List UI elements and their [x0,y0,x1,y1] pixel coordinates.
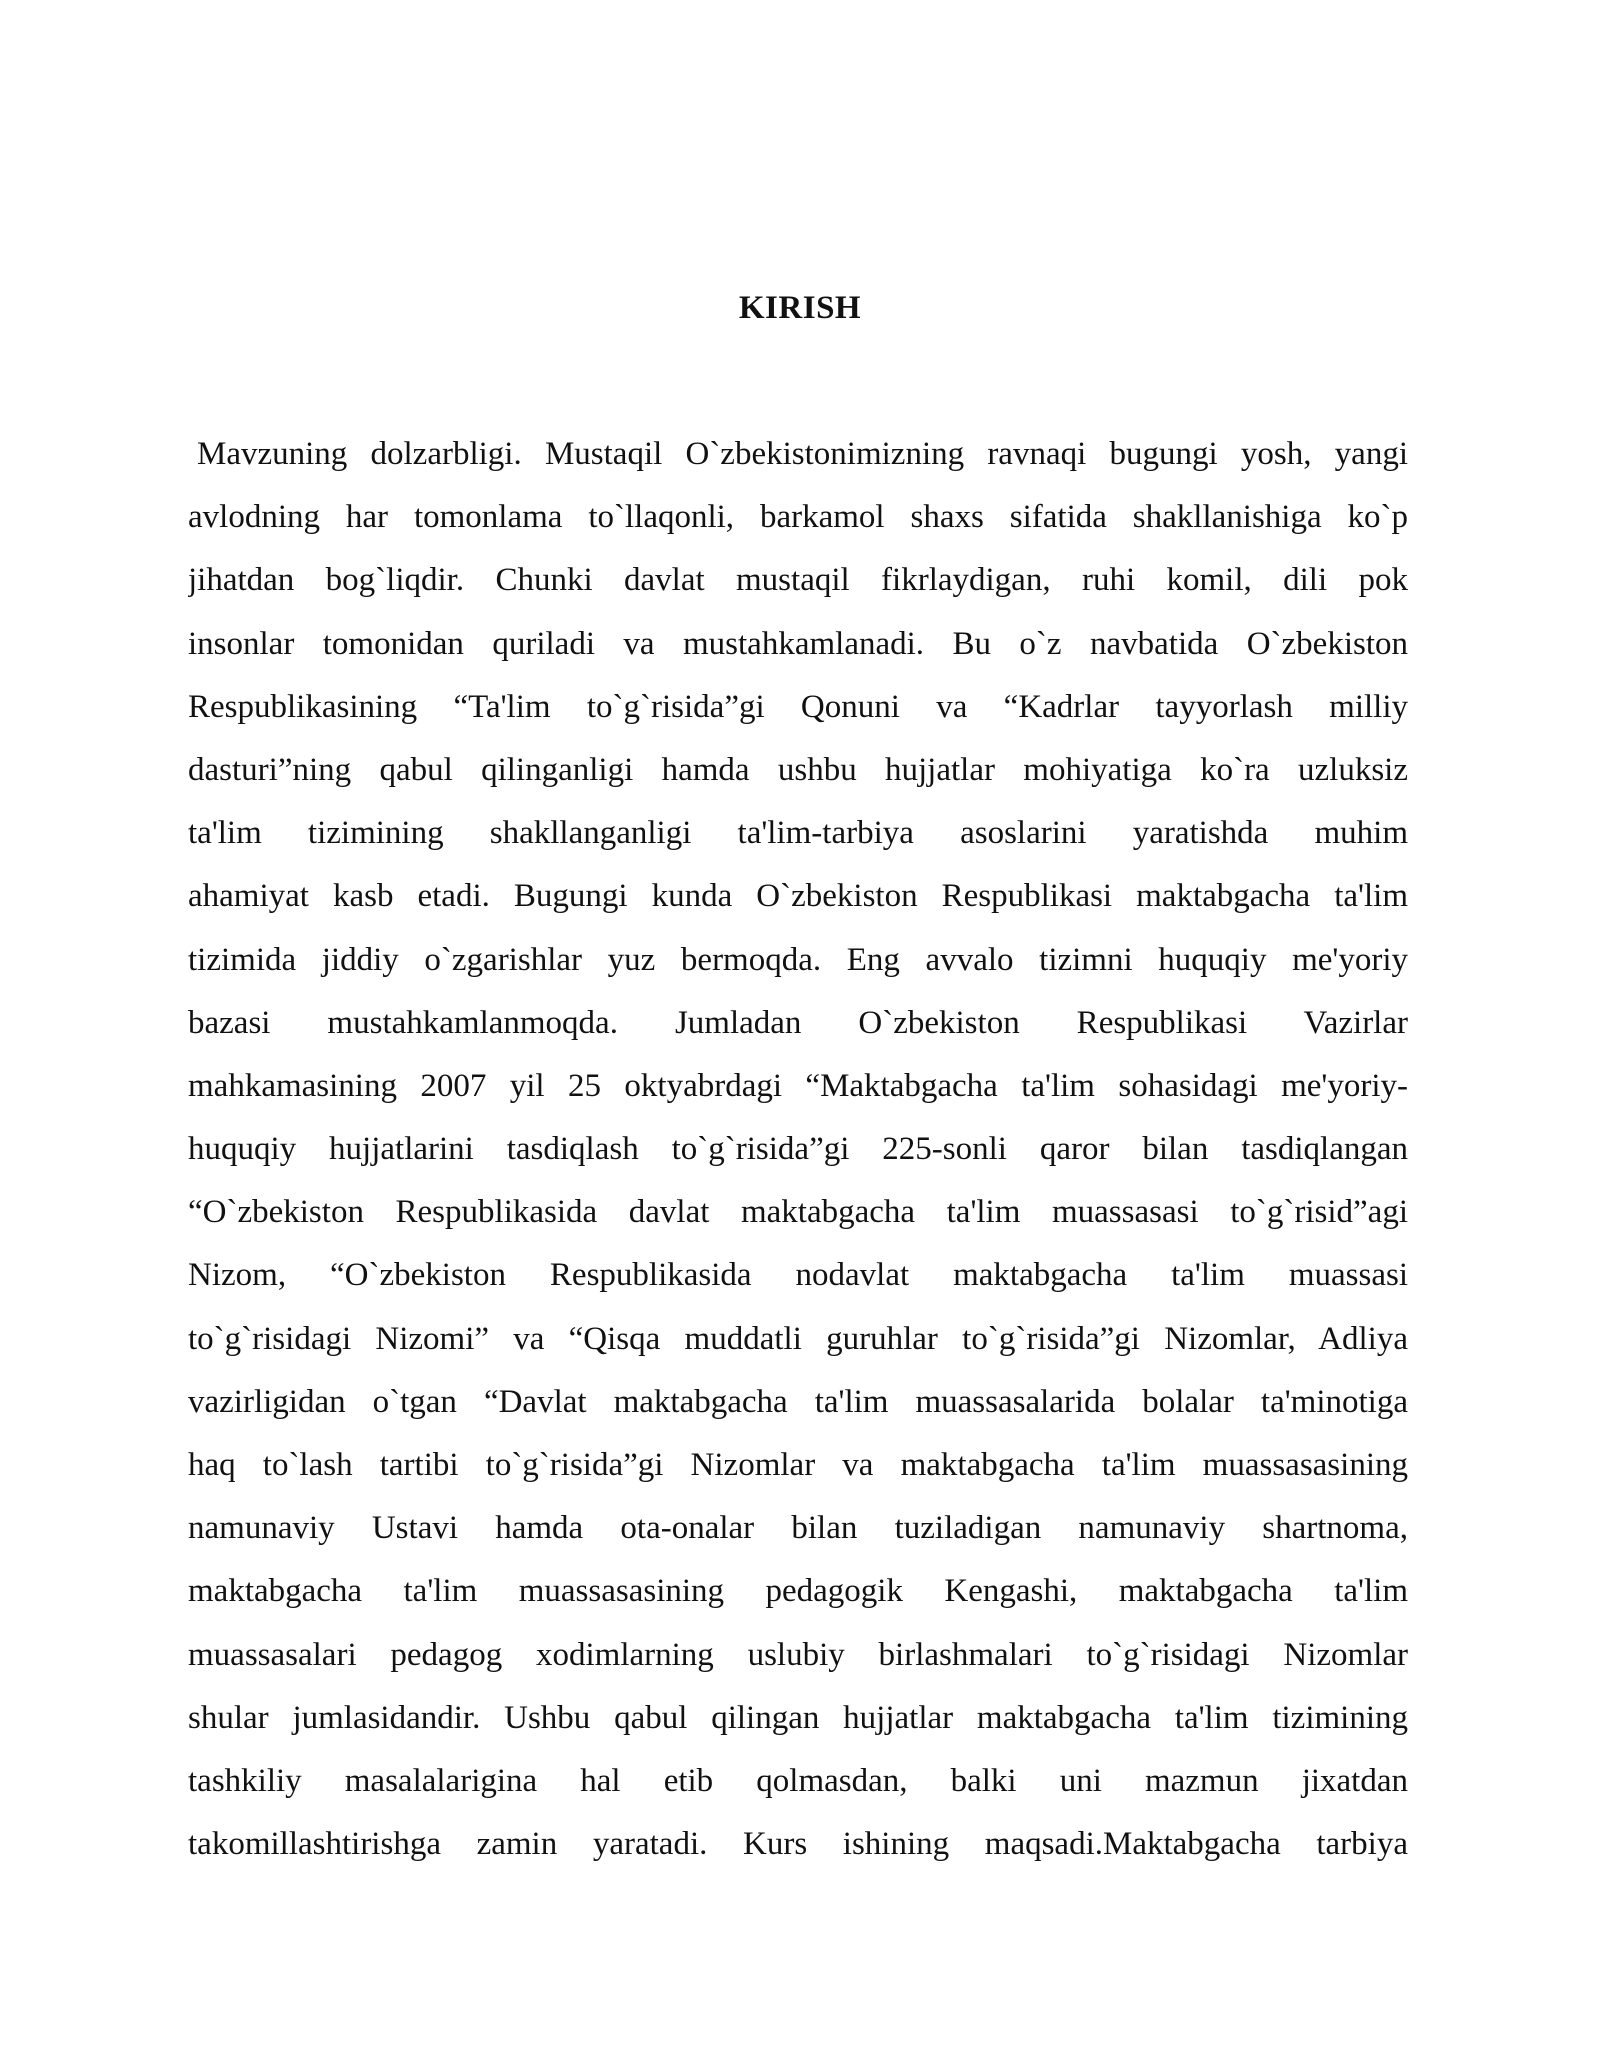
text-line: insonlar tomonidan quriladi va mustahkamlanadi. Bu o`z navbatida O`zbekiston [188,625,1408,662]
text-line: “O`zbekiston Respublikasida davlat maktabgacha ta'lim muassasasi to`g`risid”agi [188,1194,1408,1231]
text-line: muassasalari pedagog xodimlarning uslubiy birlashmalari to`g`risidagi Nizomlar [188,1636,1408,1673]
text-line: avlodning har tomonlama to`llaqonli, barkamol shaxs sifatida shakllanishiga ko`p [188,499,1408,536]
page-title: KIRISH [738,290,862,326]
text-line: vazirligidan o`tgan “Davlat maktabgacha ta'lim muassasalarida bolalar ta'minotiga [188,1383,1408,1420]
text-line: Nizom, “O`zbekiston Respublikasida nodavlat maktabgacha ta'lim muassasi [188,1257,1408,1294]
text-line: haq to`lash tartibi to`g`risida”gi Nizomlar va maktabgacha ta'lim muassasasining [188,1447,1408,1483]
text-line: dasturi”ning qabul qilinganligi hamda ushbu hujjatlar mohiyatiga ko`ra uzluksiz [188,751,1408,788]
text-line: bazasi mustahkamlanmoqda. Jumladan O`zbekiston Respublikasi Vazirlar [188,1004,1408,1041]
text-line: shular jumlasidandir. Ushbu qabul qilingan hujjatlar maktabgacha ta'lim tizimining [188,1699,1408,1736]
text-line: huquqiy hujjatlarini tasdiqlash to`g`risida”gi 225-sonli qaror bilan tasdiqlangan [188,1131,1408,1168]
text-line: namunaviy Ustavi hamda ota-onalar bilan tuziladigan namunaviy shartnoma, [188,1510,1408,1547]
text-line: tashkiliy masalalarigina hal etib qolmasdan, balki uni mazmun jixatdan [188,1762,1408,1799]
text-line: Mavzuning dolzarbligi. Mustaqil O`zbekistonimizning ravnaqi bugungi yosh, yangi [197,436,1408,472]
body-paragraph [188,423,1408,1876]
text-line: tizimida jiddiy o`zgarishlar yuz bermoqda. Eng avvalo tizimni huquqiy me'yoriy [188,941,1408,978]
text-line: jihatdan bog`liqdir. Chunki davlat mustaqil fikrlaydigan, ruhi komil, dili pok [188,562,1408,599]
text-line: maktabgacha ta'lim muassasasining pedagogik Kengashi, maktabgacha ta'lim [188,1573,1408,1610]
text-line: ta'lim tizimining shakllanganligi ta'lim-tarbiya asoslarini yaratishda muhim [188,815,1408,852]
text-line: Respublikasining “Ta'lim to`g`risida”gi Qonuni va “Kadrlar tayyorlash milliy [188,688,1408,725]
text-line: takomillashtirishga zamin yaratadi. Kurs ishining maqsadi.Maktabgacha tarbiya [188,1826,1408,1863]
text-line: ahamiyat kasb etadi. Bugungi kunda O`zbekiston Respublikasi maktabgacha ta'lim [188,878,1408,915]
text-line: mahkamasining 2007 yil 25 oktyabrdagi “Maktabgacha ta'lim sohasidagi me'yoriy- [188,1067,1408,1104]
text-line: to`g`risidagi Nizomi” va “Qisqa muddatli guruhlar to`g`risida”gi Nizomlar, Adliya [188,1320,1408,1357]
